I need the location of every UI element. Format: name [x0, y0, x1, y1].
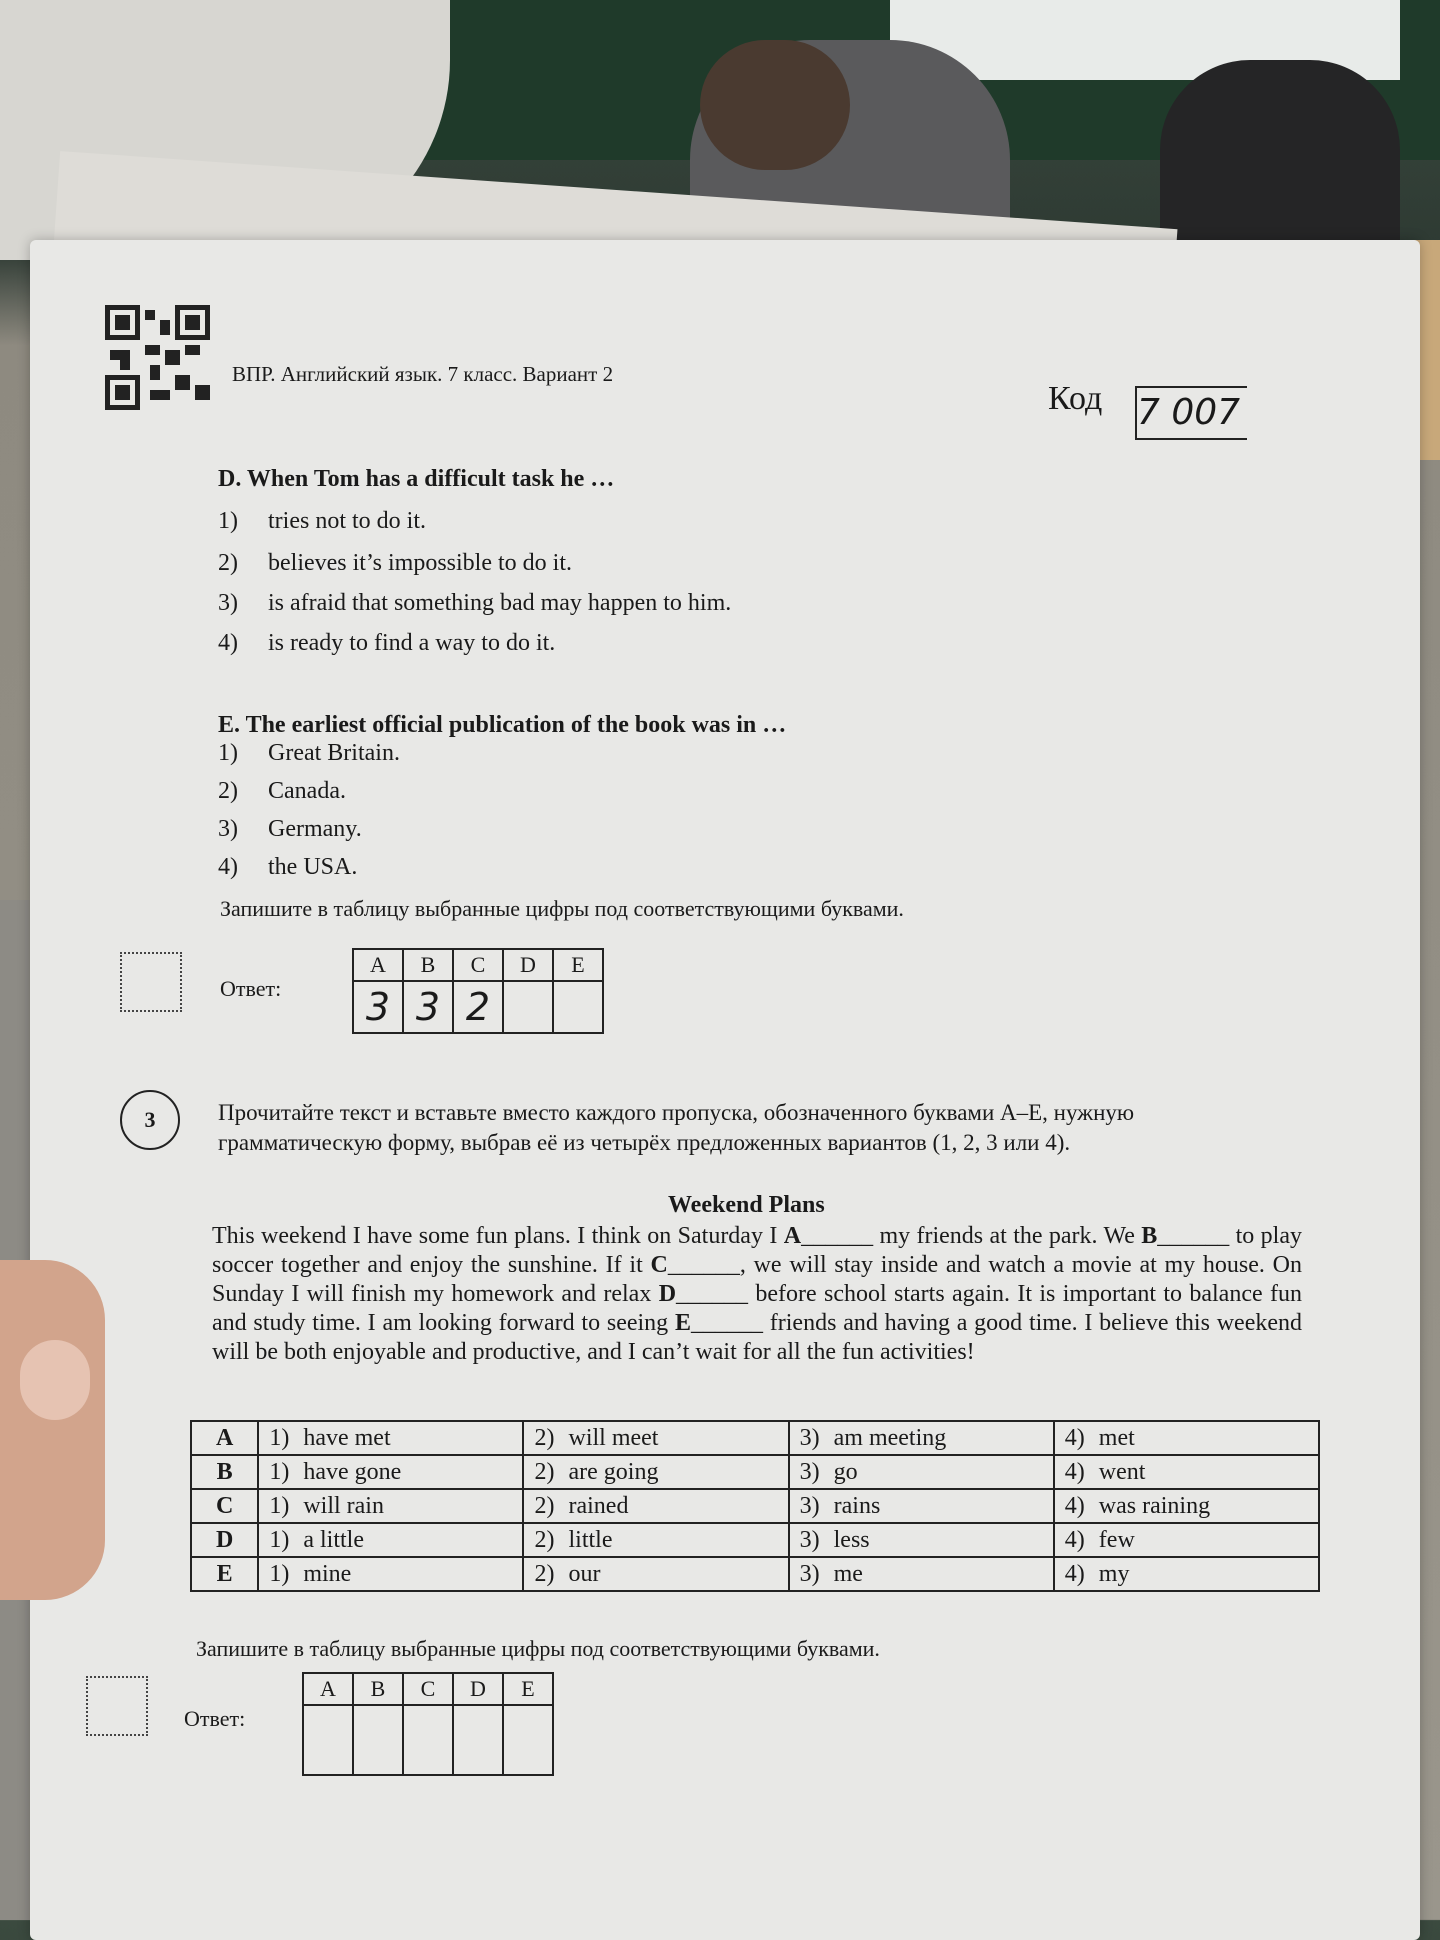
option-number: 4) [1064, 1526, 1085, 1553]
option-text: mine [303, 1560, 352, 1587]
code-value: 7 007 [1137, 392, 1241, 433]
option-number: 2) [534, 1560, 555, 1587]
options-table [190, 1420, 1320, 1592]
answer-cell[interactable] [553, 981, 603, 1033]
option-text: met [1098, 1424, 1135, 1451]
answer-cell[interactable]: 3 [353, 981, 403, 1033]
question-e-option: 4) the USA. [218, 854, 358, 880]
answer-cell[interactable] [303, 1705, 353, 1775]
option-text: less [833, 1526, 870, 1553]
answer-header: A [353, 949, 403, 981]
options-row [191, 1557, 1319, 1591]
question-e-title: E. The earliest official publication of the book was in … [218, 712, 787, 738]
option-number: 3) [799, 1526, 820, 1553]
answer-cell[interactable] [503, 981, 553, 1033]
option-cell [789, 1455, 1054, 1489]
option-cell [523, 1557, 788, 1591]
score-box [86, 1676, 148, 1736]
option-text: me [833, 1560, 863, 1587]
answer-header: C [453, 949, 503, 981]
option-cell [789, 1421, 1054, 1455]
option-cell [1054, 1489, 1319, 1523]
answer-cell[interactable] [503, 1705, 553, 1775]
option-text: few [1098, 1526, 1135, 1553]
question-d-option: 4) is ready to find a way to do it. [218, 630, 556, 656]
question-e-option: 1) Great Britain. [218, 740, 400, 766]
reading-passage [212, 1222, 1302, 1367]
row-letter: C [191, 1489, 258, 1523]
option-cell [523, 1421, 788, 1455]
answer-table [302, 1672, 554, 1776]
answer-table [352, 948, 604, 1034]
option-text: our [568, 1560, 601, 1587]
gap-letter: D [658, 1281, 677, 1307]
option-text: have met [303, 1424, 391, 1451]
option-cell [258, 1489, 523, 1523]
option-number: 2) [534, 1526, 555, 1553]
options-row [191, 1421, 1319, 1455]
option-text: rained [568, 1492, 629, 1519]
option-cell [258, 1523, 523, 1557]
question-d-option: 2) believes it’s impossible to do it. [218, 550, 572, 576]
answer-header: E [553, 949, 603, 981]
option-text: are going [568, 1458, 659, 1485]
passage-text: This weekend I have some fun plans. I think on Saturday I [212, 1223, 784, 1249]
option-number: 2) [534, 1492, 555, 1519]
option-cell [523, 1455, 788, 1489]
option-cell [789, 1557, 1054, 1591]
row-letter: A [191, 1421, 258, 1455]
option-number: 4) [1064, 1458, 1085, 1485]
option-number: 3) [799, 1560, 820, 1587]
option-cell [789, 1489, 1054, 1523]
option-number: 4) [1064, 1424, 1085, 1451]
code-label: Код [1048, 380, 1103, 417]
option-text: a little [303, 1526, 364, 1553]
answer-header: B [353, 1673, 403, 1705]
answer-header: C [403, 1673, 453, 1705]
answer-label: Ответ: [184, 1706, 246, 1731]
gap-letter: B [1141, 1223, 1158, 1249]
row-letter: E [191, 1557, 258, 1591]
task-instruction: Прочитайте текст и вставьте вместо каждого пропуска, обозначенного буквами A–E, нужную грамматическую форму, выбрав её из четырёх предложенных вариантов (1, 2, 3 или 4). [218, 1100, 1135, 1155]
question-d-option: 1) tries not to do it. [218, 508, 426, 534]
answer-cell[interactable]: 2 [453, 981, 503, 1033]
option-number: 3) [799, 1492, 820, 1519]
option-text: am meeting [833, 1424, 947, 1451]
task-number: 3 [120, 1090, 180, 1150]
options-row [191, 1455, 1319, 1489]
thumb [0, 1260, 105, 1600]
answer-header: A [303, 1673, 353, 1705]
option-number: 4) [1064, 1492, 1085, 1519]
passage-text: ______ friends and having a good time. I believe this weekend will be both enjoyable and productive, and I can’t wait for all the fun activities! [212, 1310, 1302, 1365]
option-number: 2) [534, 1458, 555, 1485]
option-cell [789, 1523, 1054, 1557]
option-number: 2) [534, 1424, 555, 1451]
options-row [191, 1523, 1319, 1557]
option-number: 1) [269, 1458, 290, 1485]
option-text: go [833, 1458, 858, 1485]
option-cell [258, 1557, 523, 1591]
passage-text: ______ to play soccer together and enjoy the sunshine. If it [212, 1223, 1303, 1278]
answer-header: E [503, 1673, 553, 1705]
gap-letter: A [783, 1223, 802, 1249]
question-e-option: 2) Canada. [218, 778, 346, 804]
option-number: 1) [269, 1424, 290, 1451]
option-number: 1) [269, 1526, 290, 1553]
row-letter: D [191, 1523, 258, 1557]
option-number: 3) [799, 1458, 820, 1485]
option-text: will rain [303, 1492, 384, 1519]
option-cell [1054, 1421, 1319, 1455]
option-number: 4) [1064, 1560, 1085, 1587]
option-cell [1054, 1557, 1319, 1591]
option-text: was raining [1098, 1492, 1211, 1519]
option-number: 1) [269, 1560, 290, 1587]
answer-cell[interactable]: 3 [403, 981, 453, 1033]
options-row [191, 1489, 1319, 1523]
answer-label: Ответ: [220, 976, 282, 1001]
answer-header: D [503, 949, 553, 981]
page-header: ВПР. Английский язык. 7 класс. Вариант 2 [232, 362, 614, 386]
option-cell [258, 1421, 523, 1455]
option-cell [1054, 1523, 1319, 1557]
option-text: went [1098, 1458, 1146, 1485]
question-d-option: 3) is afraid that something bad may happen to him. [218, 590, 732, 616]
gap-letter: C [650, 1252, 668, 1278]
option-text: have gone [303, 1458, 402, 1485]
option-cell [523, 1523, 788, 1557]
answer-cell[interactable] [453, 1705, 503, 1775]
option-number: 3) [799, 1424, 820, 1451]
option-cell [523, 1489, 788, 1523]
passage-text: ______ my friends at the park. We [801, 1223, 1142, 1249]
question-e-option: 3) Germany. [218, 816, 362, 842]
option-cell [258, 1455, 523, 1489]
question-d-title: D. When Tom has a difficult task he … [218, 466, 615, 492]
answer-header: D [453, 1673, 503, 1705]
option-text: my [1098, 1560, 1130, 1587]
option-number: 1) [269, 1492, 290, 1519]
row-letter: B [191, 1455, 258, 1489]
answer-cell[interactable] [353, 1705, 403, 1775]
thumb-nail [20, 1340, 90, 1420]
answer-cell[interactable] [403, 1705, 453, 1775]
answer-header: B [403, 949, 453, 981]
answer-instruction: Запишите в таблицу выбранные цифры под соответствующими буквами. [196, 1636, 880, 1661]
passage-text: ______ before school starts again. It is important to balance fun and study time. I am looking forward to seeing [212, 1281, 1302, 1336]
text-title: Weekend Plans [668, 1192, 825, 1218]
passage-text: ______, we will stay inside and watch a movie at my house. On Sunday I will finish my homework and relax [212, 1252, 1302, 1307]
score-box [120, 952, 182, 1012]
answer-instruction: Запишите в таблицу выбранные цифры под соответствующими буквами. [220, 896, 904, 921]
qr-code-icon [105, 305, 210, 410]
option-text: rains [833, 1492, 881, 1519]
option-text: will meet [568, 1424, 659, 1451]
gap-letter: E [674, 1310, 691, 1336]
option-text: little [568, 1526, 613, 1553]
option-cell [1054, 1455, 1319, 1489]
